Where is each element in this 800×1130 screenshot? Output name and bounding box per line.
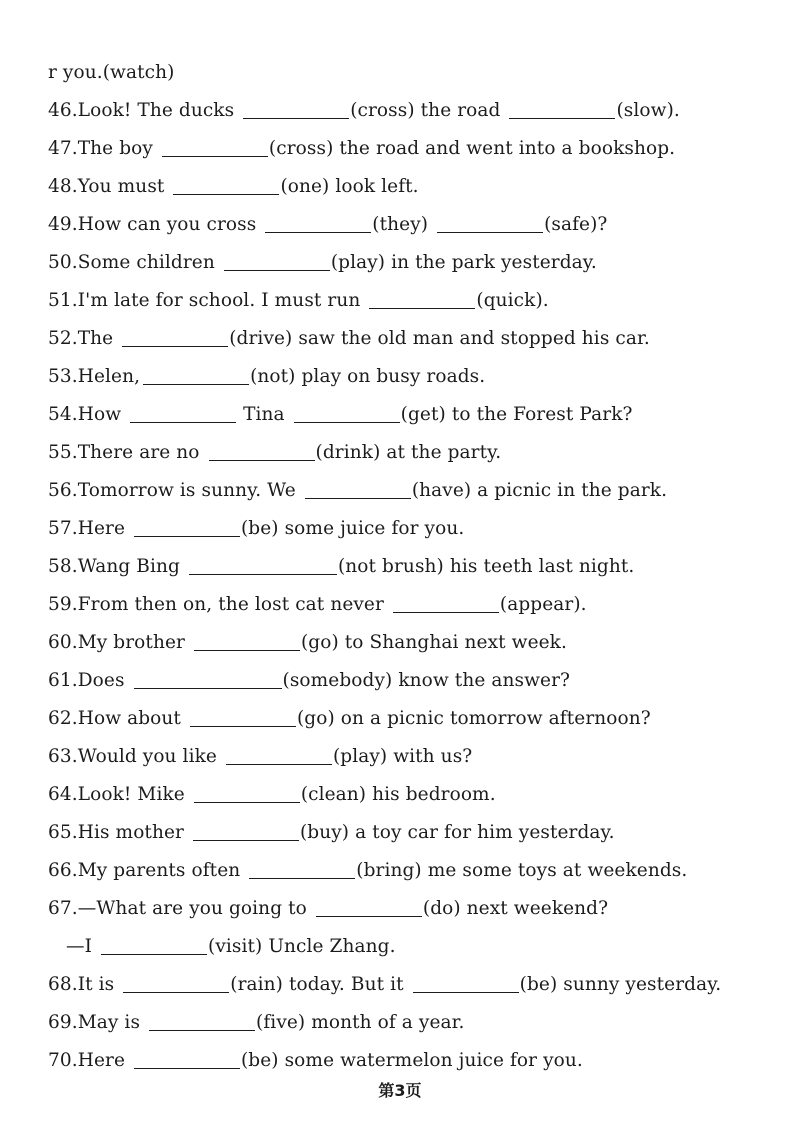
answer-blank[interactable] xyxy=(101,953,207,955)
exercise-line xyxy=(48,1004,768,1042)
answer-blank[interactable] xyxy=(122,345,228,347)
answer-blank[interactable] xyxy=(193,839,299,841)
exercise-line xyxy=(48,852,768,890)
answer-blank[interactable] xyxy=(209,459,315,461)
exercise-text: 62.How about xyxy=(48,708,187,729)
exercise-line xyxy=(48,624,768,662)
answer-blank[interactable] xyxy=(226,763,332,765)
page-number: 第3页 xyxy=(378,1081,422,1100)
exercise-line xyxy=(48,814,768,852)
answer-blank[interactable] xyxy=(224,269,330,271)
answer-blank[interactable] xyxy=(369,307,475,309)
answer-blank[interactable] xyxy=(143,383,249,385)
exercise-line xyxy=(48,92,768,130)
exercise-text: (appear). xyxy=(499,594,587,615)
exercise-text: (safe)? xyxy=(544,214,608,235)
exercise-line xyxy=(48,700,768,738)
answer-blank[interactable] xyxy=(194,801,300,803)
exercise-list xyxy=(48,54,768,1080)
answer-blank[interactable] xyxy=(413,991,519,993)
exercise-text: 70.Here xyxy=(48,1050,131,1071)
answer-blank[interactable] xyxy=(134,535,240,537)
answer-blank[interactable] xyxy=(249,877,355,879)
exercise-line xyxy=(48,510,768,548)
answer-blank[interactable] xyxy=(190,725,296,727)
exercise-line xyxy=(48,130,768,168)
exercise-line xyxy=(48,738,768,776)
exercise-text: (play) in the park yesterday. xyxy=(330,252,597,273)
exercise-line xyxy=(48,1042,768,1080)
exercise-text: 56.Tomorrow is sunny. We xyxy=(48,480,302,501)
exercise-line xyxy=(48,396,768,434)
exercise-text: (cross) the road xyxy=(350,100,507,121)
exercise-text: 57.Here xyxy=(48,518,131,539)
exercise-text: 52.The xyxy=(48,328,120,349)
exercise-text: 59.From then on, the lost cat never xyxy=(48,594,390,615)
exercise-text: (go) on a picnic tomorrow afternoon? xyxy=(296,708,651,729)
exercise-line xyxy=(48,54,768,92)
exercise-text: 50.Some children xyxy=(48,252,221,273)
exercise-text: (be) sunny yesterday. xyxy=(519,974,722,995)
exercise-text: r you.(watch) xyxy=(48,62,175,83)
exercise-line xyxy=(48,472,768,510)
exercise-text: (rain) today. But it xyxy=(230,974,410,995)
exercise-text: (get) to the Forest Park? xyxy=(400,404,633,425)
exercise-text: (bring) me some toys at weekends. xyxy=(356,860,688,881)
exercise-text: —I xyxy=(66,936,98,957)
exercise-text: 53.Helen, xyxy=(48,366,141,387)
exercise-line xyxy=(48,586,768,624)
answer-blank[interactable] xyxy=(130,421,236,423)
exercise-text: 63.Would you like xyxy=(48,746,223,767)
exercise-text: 60.My brother xyxy=(48,632,191,653)
exercise-line xyxy=(48,966,768,1004)
exercise-line xyxy=(48,282,768,320)
exercise-text: (slow). xyxy=(616,100,680,121)
answer-blank[interactable] xyxy=(149,1029,255,1031)
exercise-text: (they) xyxy=(372,214,435,235)
exercise-line xyxy=(48,320,768,358)
exercise-text: (buy) a toy car for him yesterday. xyxy=(299,822,615,843)
exercise-text: (cross) the road and went into a bookshop. xyxy=(268,138,676,159)
exercise-text: 69.May is xyxy=(48,1012,147,1033)
exercise-text: 61.Does xyxy=(48,670,131,691)
answer-blank[interactable] xyxy=(509,117,615,119)
exercise-text: 46.Look! The ducks xyxy=(48,100,241,121)
answer-blank[interactable] xyxy=(123,991,229,993)
exercise-text: (be) some watermelon juice for you. xyxy=(240,1050,583,1071)
exercise-text: 67.—What are you going to xyxy=(48,898,313,919)
exercise-line xyxy=(48,776,768,814)
exercise-text: (not brush) his teeth last night. xyxy=(337,556,635,577)
answer-blank[interactable] xyxy=(294,421,400,423)
exercise-text: (visit) Uncle Zhang. xyxy=(208,936,396,957)
exercise-text: 51.I'm late for school. I must run xyxy=(48,290,367,311)
exercise-text: 47.The boy xyxy=(48,138,159,159)
exercise-text: 66.My parents often xyxy=(48,860,247,881)
exercise-text: (do) next weekend? xyxy=(422,898,609,919)
exercise-text: 65.His mother xyxy=(48,822,190,843)
answer-blank[interactable] xyxy=(134,687,282,689)
exercise-text: (have) a picnic in the park. xyxy=(411,480,668,501)
exercise-line xyxy=(48,244,768,282)
answer-blank[interactable] xyxy=(265,231,371,233)
answer-blank[interactable] xyxy=(162,155,268,157)
exercise-text: (not) play on busy roads. xyxy=(250,366,486,387)
exercise-line xyxy=(48,434,768,472)
exercise-line xyxy=(48,662,768,700)
exercise-text: (play) with us? xyxy=(332,746,473,767)
answer-blank[interactable] xyxy=(305,497,411,499)
exercise-text: 54.How xyxy=(48,404,128,425)
exercise-text: (quick). xyxy=(476,290,549,311)
answer-blank[interactable] xyxy=(134,1067,240,1069)
exercise-line xyxy=(48,548,768,586)
exercise-text: (clean) his bedroom. xyxy=(300,784,496,805)
answer-blank[interactable] xyxy=(316,915,422,917)
exercise-text: (somebody) know the answer? xyxy=(282,670,571,691)
answer-blank[interactable] xyxy=(243,117,349,119)
exercise-text: (drive) saw the old man and stopped his car. xyxy=(229,328,650,349)
exercise-text: 49.How can you cross xyxy=(48,214,263,235)
exercise-line xyxy=(48,206,768,244)
exercise-text: 68.It is xyxy=(48,974,121,995)
exercise-text: 58.Wang Bing xyxy=(48,556,186,577)
answer-blank[interactable] xyxy=(173,193,279,195)
exercise-text: (five) month of a year. xyxy=(256,1012,465,1033)
exercise-text: Tina xyxy=(237,404,291,425)
answer-blank[interactable] xyxy=(194,649,300,651)
exercise-text: 64.Look! Mike xyxy=(48,784,191,805)
exercise-text: (one) look left. xyxy=(280,176,419,197)
exercise-text: (drink) at the party. xyxy=(315,442,502,463)
exercise-text: (be) some juice for you. xyxy=(240,518,465,539)
exercise-text: 48.You must xyxy=(48,176,171,197)
exercise-line xyxy=(48,890,768,928)
exercise-text: (go) to Shanghai next week. xyxy=(300,632,567,653)
answer-blank[interactable] xyxy=(437,231,543,233)
exercise-line xyxy=(48,168,768,206)
exercise-text: 55.There are no xyxy=(48,442,206,463)
answer-blank[interactable] xyxy=(393,611,499,613)
answer-blank[interactable] xyxy=(189,573,337,575)
exercise-line xyxy=(48,928,768,966)
exercise-line xyxy=(48,358,768,396)
